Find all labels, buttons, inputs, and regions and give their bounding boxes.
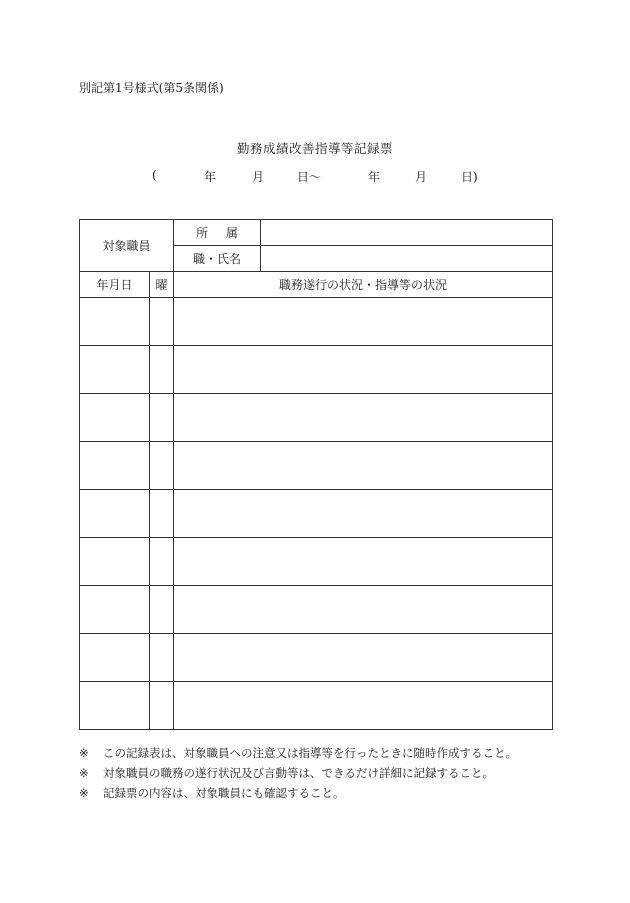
weekday-cell[interactable] [150, 442, 174, 490]
period-start-year: 年 [204, 170, 217, 184]
document-title: 勤務成績改善指導等記録票 [236, 141, 393, 156]
weekday-cell[interactable] [150, 586, 174, 634]
note-text: 対象職員の職務の遂行状況及び言動等は、できるだけ詳細に記録すること。 [103, 766, 494, 780]
period-end-year: 年 [368, 170, 381, 184]
form-number-label: 別記第1号様式(第5条関係) [79, 81, 224, 95]
weekday-cell[interactable] [150, 538, 174, 586]
weekday-cell[interactable] [150, 394, 174, 442]
table-row [80, 634, 553, 682]
date-cell[interactable] [80, 394, 150, 442]
note-item [79, 743, 517, 763]
table-row [80, 490, 553, 538]
reference-mark: ※ [79, 786, 89, 800]
period-open-paren: ( [152, 168, 157, 182]
table-row [80, 682, 553, 730]
status-column-header: 職務遂行の状況・指導等の状況 [174, 272, 553, 298]
period-start-day: 日〜 [297, 170, 322, 184]
position-name-field[interactable] [261, 246, 553, 272]
reference-mark: ※ [79, 746, 89, 760]
table-row [80, 586, 553, 634]
note-item [79, 783, 517, 803]
date-cell[interactable] [80, 298, 150, 346]
note-text: この記録表は、対象職員への注意又は指導等を行ったときに随時作成すること。 [103, 746, 517, 760]
notes-section [79, 743, 517, 803]
note-item [79, 763, 517, 783]
status-cell[interactable] [174, 442, 553, 490]
date-cell[interactable] [80, 538, 150, 586]
table-row [80, 346, 553, 394]
record-period [0, 168, 630, 184]
weekday-cell[interactable] [150, 346, 174, 394]
status-cell[interactable] [174, 394, 553, 442]
period-start-month: 月 [252, 170, 265, 184]
target-employee-label: 対象職員 [80, 220, 174, 272]
weekday-cell[interactable] [150, 634, 174, 682]
weekday-cell[interactable] [150, 490, 174, 538]
status-cell[interactable] [174, 538, 553, 586]
date-cell[interactable] [80, 586, 150, 634]
status-cell[interactable] [174, 490, 553, 538]
period-end-month: 月 [415, 170, 428, 184]
affiliation-field[interactable] [261, 220, 553, 246]
reference-mark: ※ [79, 766, 89, 780]
date-cell[interactable] [80, 346, 150, 394]
status-cell[interactable] [174, 298, 553, 346]
date-cell[interactable] [80, 634, 150, 682]
period-end-day: 日) [461, 170, 478, 184]
weekday-cell[interactable] [150, 682, 174, 730]
date-cell[interactable] [80, 490, 150, 538]
date-cell[interactable] [80, 442, 150, 490]
affiliation-label-text: 所 属 [196, 226, 238, 240]
table-row [80, 298, 553, 346]
table-row [80, 442, 553, 490]
status-cell[interactable] [174, 682, 553, 730]
affiliation-label [174, 220, 261, 246]
position-name-label: 職・氏名 [174, 246, 261, 272]
weekday-column-header: 曜 [150, 272, 174, 298]
status-cell[interactable] [174, 634, 553, 682]
date-column-header: 年月日 [80, 272, 150, 298]
table-row [80, 538, 553, 586]
status-cell[interactable] [174, 586, 553, 634]
weekday-cell[interactable] [150, 298, 174, 346]
record-table [79, 219, 553, 730]
note-text: 記録票の内容は、対象職員にも確認すること。 [103, 786, 345, 800]
date-cell[interactable] [80, 682, 150, 730]
status-cell[interactable] [174, 346, 553, 394]
table-row [80, 394, 553, 442]
